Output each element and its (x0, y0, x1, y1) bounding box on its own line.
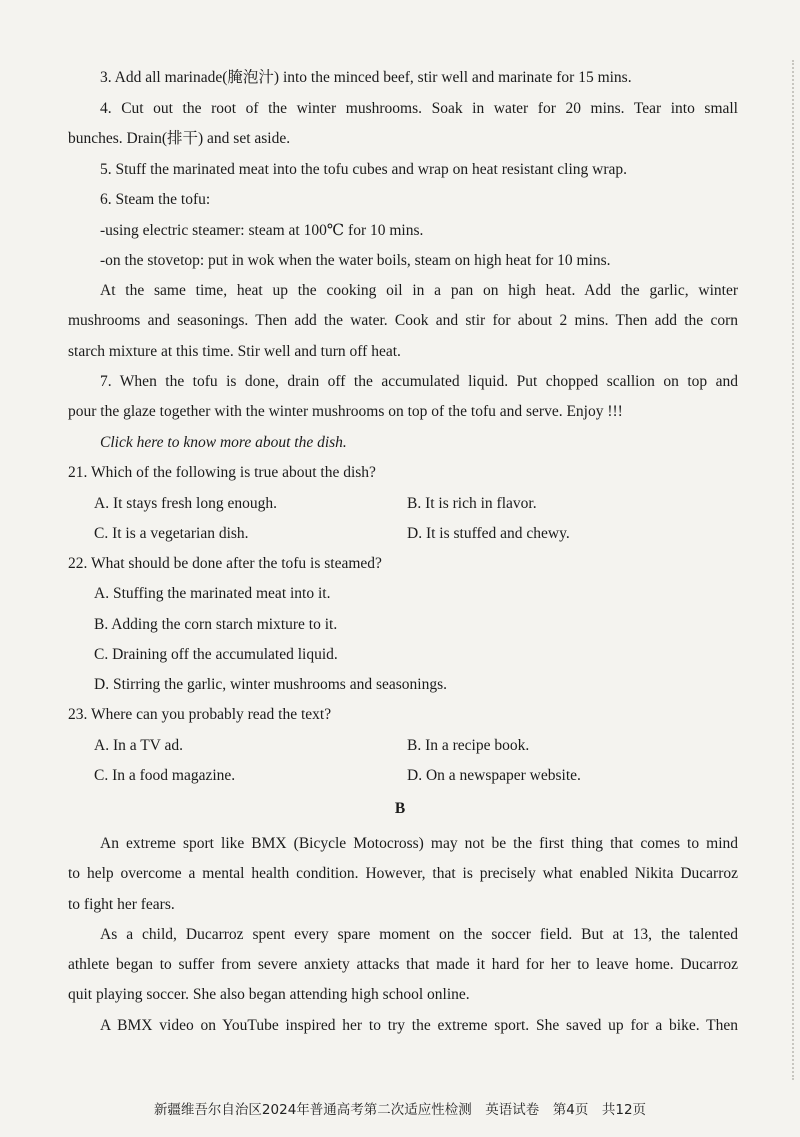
question-22: 22. What should be done after the tofu is steamed? (68, 555, 382, 572)
q22-option-c: C. Draining off the accumulated liquid. (94, 646, 338, 663)
question-21: 21. Which of the following is true about the dish? (68, 464, 376, 481)
step-6-electric: -using electric steamer: steam at 100℃ for 10 mins. (100, 222, 424, 239)
section-b-p1-line-1: An extreme sport like BMX (Bicycle Motocross) may not be the first thing that comes to mind (100, 835, 738, 852)
section-b-heading: B (394, 800, 406, 817)
para-same-time-line-1: At the same time, heat up the cooking oil in a pan on high heat. Add the garlic, winter (100, 282, 738, 299)
section-b-p1-line-3: to fight her fears. (68, 896, 175, 913)
q22-option-b: B. Adding the corn starch mixture to it. (94, 616, 338, 633)
section-b-p2-line-3: quit playing soccer. She also began attending high school online. (68, 986, 470, 1003)
q23-option-c: C. In a food magazine. (94, 767, 236, 784)
step-4-line-2: bunches. Drain(排干) and set aside. (68, 130, 291, 147)
page-edge (790, 60, 794, 1080)
q21-option-b: B. It is rich in flavor. (407, 495, 537, 512)
section-b-p3-line-1: A BMX video on YouTube inspired her to try the extreme sport. She saved up for a bike. Then (100, 1017, 738, 1034)
step-6: 6. Steam the tofu: (100, 191, 211, 208)
page-footer: 新疆维吾尔自治区2024年普通高考第二次适应性检测 英语试卷 第4页 共12页 (153, 1102, 647, 1118)
question-23: 23. Where can you probably read the text? (68, 706, 332, 723)
para-same-time-line-2: mushrooms and seasonings. Then add the water. Cook and stir for about 2 mins. Then add the corn (68, 312, 738, 329)
q22-option-d: D. Stirring the garlic, winter mushrooms and seasonings. (94, 676, 448, 693)
q23-option-a: A. In a TV ad. (94, 737, 183, 754)
step-6-stovetop: -on the stovetop: put in wok when the water boils, steam on high heat for 10 mins. (100, 252, 611, 269)
section-b-p2-line-2: athlete began to suffer from severe anxiety attacks that made it hard for her to leave home. Ducarroz (68, 956, 738, 973)
q23-option-b: B. In a recipe book. (407, 737, 530, 754)
step-4-line-1: 4. Cut out the root of the winter mushrooms. Soak in water for 20 mins. Tear into small (100, 100, 738, 117)
step-7-line-1: 7. When the tofu is done, drain off the accumulated liquid. Put chopped scallion on top and (100, 373, 738, 390)
q23-option-d: D. On a newspaper website. (407, 767, 581, 784)
section-b-p2-line-1: As a child, Ducarroz spent every spare moment on the soccer field. But at 13, the talented (100, 926, 738, 943)
q21-option-c: C. It is a vegetarian dish. (94, 525, 249, 542)
dish-link[interactable]: Click here to know more about the dish. (100, 434, 347, 451)
q21-option-a: A. It stays fresh long enough. (94, 495, 277, 512)
step-3: 3. Add all marinade(腌泡汁) into the minced beef, stir well and marinate for 15 mins. (100, 69, 632, 86)
section-b-p1-line-2: to help overcome a mental health condition. However, that is precisely what enabled Nikita Ducarroz (68, 865, 738, 882)
step-5: 5. Stuff the marinated meat into the tofu cubes and wrap on heat resistant cling wrap. (100, 161, 627, 178)
q22-option-a: A. Stuffing the marinated meat into it. (94, 585, 331, 602)
step-7-line-2: pour the glaze together with the winter mushrooms on top of the tofu and serve. Enjoy !!! (68, 403, 623, 420)
q21-option-d: D. It is stuffed and chewy. (407, 525, 570, 542)
para-same-time-line-3: starch mixture at this time. Stir well and turn off heat. (68, 343, 401, 360)
